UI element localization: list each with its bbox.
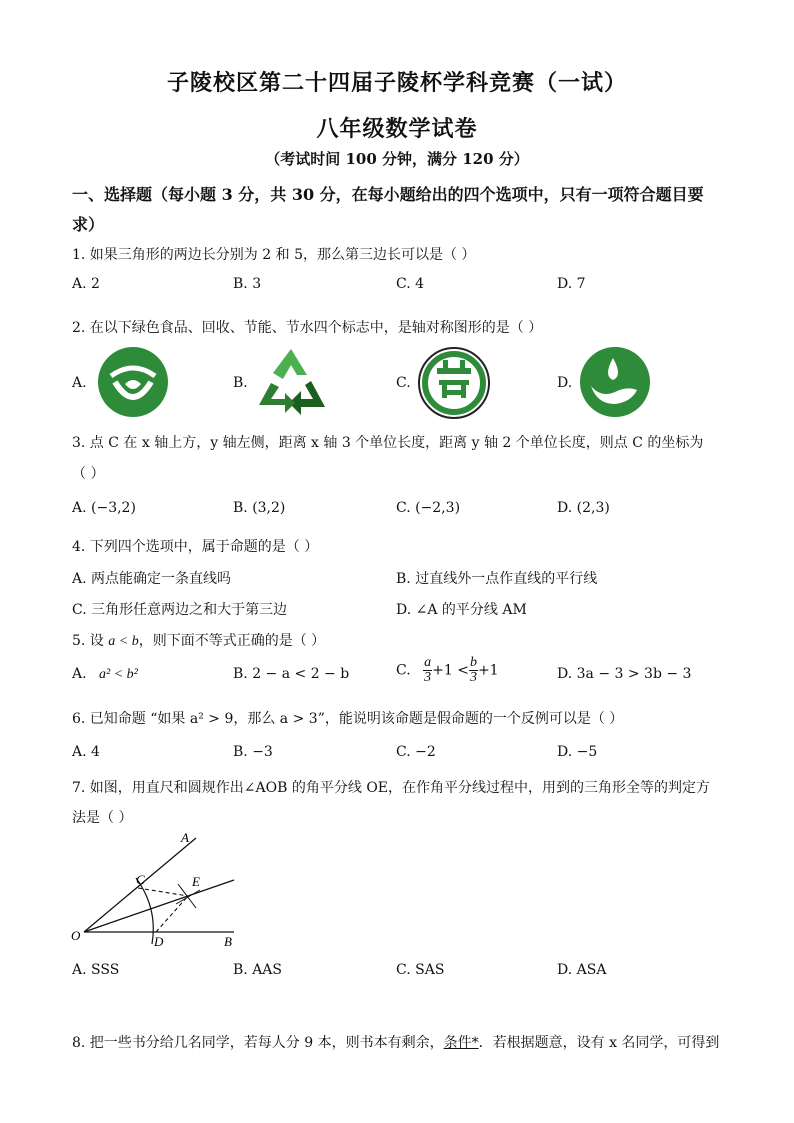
q6-option-a: A. 4 bbox=[72, 744, 100, 760]
q5-option-a-expr: a² < b² bbox=[99, 667, 138, 682]
q3-option-b: B. (3,2) bbox=[233, 500, 286, 516]
q1-option-c: C. 4 bbox=[396, 276, 425, 292]
q2-stem: 2. 在以下绿色食品、回收、节能、节水四个标志中，是轴对称图形的是（ ） bbox=[72, 320, 543, 336]
q5-stem-prefix: 5. 设 bbox=[72, 633, 109, 649]
angle-bisector-figure bbox=[66, 828, 246, 952]
frac2-numerator: b bbox=[469, 655, 477, 670]
q5-option-c-mid: +1 < bbox=[432, 662, 469, 679]
q8-stem-part2: ．若根据题意，设有 x 名同学，可得到 bbox=[478, 1035, 720, 1051]
q5-option-c-label: C. bbox=[396, 662, 411, 679]
figure-label-d: D bbox=[154, 934, 164, 949]
section-heading-cont: 求） bbox=[72, 215, 105, 234]
figure-label-a: A bbox=[181, 830, 189, 845]
q1-option-b: B. 3 bbox=[233, 276, 262, 292]
q3-stem: 3. 点 C 在 x 轴上方，y 轴左侧，距离 x 轴 3 个单位长度，距离 y 轴 2 个单位长度，则点 C 的坐标为 bbox=[72, 435, 704, 451]
q4-stem: 4. 下列四个选项中，属于命题的是（ ） bbox=[72, 539, 319, 555]
q1-option-a: A. 2 bbox=[72, 276, 100, 292]
q7-option-b: B. AAS bbox=[233, 962, 282, 978]
q5-option-a-label: A. bbox=[72, 666, 87, 682]
q2-option-d: D. bbox=[557, 375, 573, 391]
q5-option-c-end: +1 bbox=[477, 662, 499, 679]
q5-stem-condition: a < b bbox=[108, 634, 139, 649]
q5-option-c-frac2 bbox=[469, 656, 478, 685]
q7-stem: 7. 如图，用直尺和圆规作出∠AOB 的角平分线 OE，在作角平分线过程中，用到的三角形全等的判定方 bbox=[72, 780, 711, 796]
frac1-numerator: a bbox=[424, 655, 432, 670]
q2-option-c: C. bbox=[396, 375, 411, 391]
q3-option-c: C. (−2,3) bbox=[396, 500, 461, 516]
q7-option-c: C. SAS bbox=[396, 962, 445, 978]
q4-option-d: D. ∠A 的平分线 AM bbox=[396, 602, 527, 618]
q8-stem-condition: 条件* bbox=[443, 1035, 479, 1051]
q6-option-d: D. −5 bbox=[557, 744, 598, 760]
q6-stem: 6. 已知命题 “如果 a² > 9，那么 a > 3”，能说明该命题是假命题的一个反例可以是（ ） bbox=[72, 711, 624, 727]
q8-stem-part1: 8. 把一些书分给几名同学，若每人分 9 本，则书本有剩余， bbox=[72, 1035, 444, 1051]
q8-stem bbox=[72, 1032, 719, 1052]
figure-label-o: O bbox=[71, 928, 81, 943]
figure-label-c: C bbox=[136, 872, 145, 887]
exam-title: 子陵校区第二十四届子陵杯学科竞赛（一试） bbox=[166, 70, 627, 96]
q4-option-c: C. 三角形任意两边之和大于第三边 bbox=[72, 602, 288, 618]
green-food-logo-icon bbox=[97, 346, 169, 418]
q5-option-c-frac1 bbox=[423, 656, 432, 685]
q2-option-b: B. bbox=[233, 375, 248, 391]
recycle-logo-icon bbox=[255, 347, 327, 417]
q5-option-d: D. 3a − 3 > 3b − 3 bbox=[557, 666, 692, 682]
q7-stem-cont: 法是（ ） bbox=[72, 810, 133, 826]
energy-saving-logo-icon bbox=[417, 346, 491, 420]
q7-option-d: D. ASA bbox=[557, 962, 607, 978]
exam-subtitle: 八年级数学试卷 bbox=[316, 116, 478, 142]
figure-label-b: B bbox=[224, 934, 232, 949]
q5-option-c bbox=[396, 656, 499, 685]
q4-option-a: A. 两点能确定一条直线吗 bbox=[72, 571, 232, 587]
q2-option-a: A. bbox=[72, 375, 87, 391]
q1-option-d: D. 7 bbox=[557, 276, 586, 292]
q1-stem: 1. 如果三角形的两边长分别为 2 和 5，那么第三边长可以是（ ） bbox=[72, 247, 476, 263]
q5-option-b: B. 2 − a < 2 − b bbox=[233, 666, 350, 682]
q3-option-a: A. (−3,2) bbox=[72, 500, 136, 516]
q4-option-b: B. 过直线外一点作直线的平行线 bbox=[396, 571, 598, 587]
q5-stem-suffix: ，则下面不等式正确的是（ ） bbox=[138, 633, 326, 649]
q5-stem bbox=[72, 630, 325, 650]
q6-option-c: C. −2 bbox=[396, 744, 436, 760]
figure-label-e: E bbox=[192, 874, 200, 889]
water-saving-logo-icon bbox=[579, 346, 651, 418]
frac1-denominator: 3 bbox=[424, 670, 432, 685]
q3-option-d: D. (2,3) bbox=[557, 500, 610, 516]
q5-option-a bbox=[72, 666, 138, 683]
frac2-denominator: 3 bbox=[469, 670, 477, 685]
q7-option-a: A. SSS bbox=[72, 962, 120, 978]
section-heading: 一、选择题（每小题 3 分，共 30 分，在每小题给出的四个选项中，只有一项符合题目要 bbox=[72, 185, 704, 204]
exam-time-note: （考试时间 100 分钟，满分 120 分） bbox=[265, 150, 529, 168]
q6-option-b: B. −3 bbox=[233, 744, 273, 760]
q3-stem-cont: （ ） bbox=[72, 466, 105, 482]
